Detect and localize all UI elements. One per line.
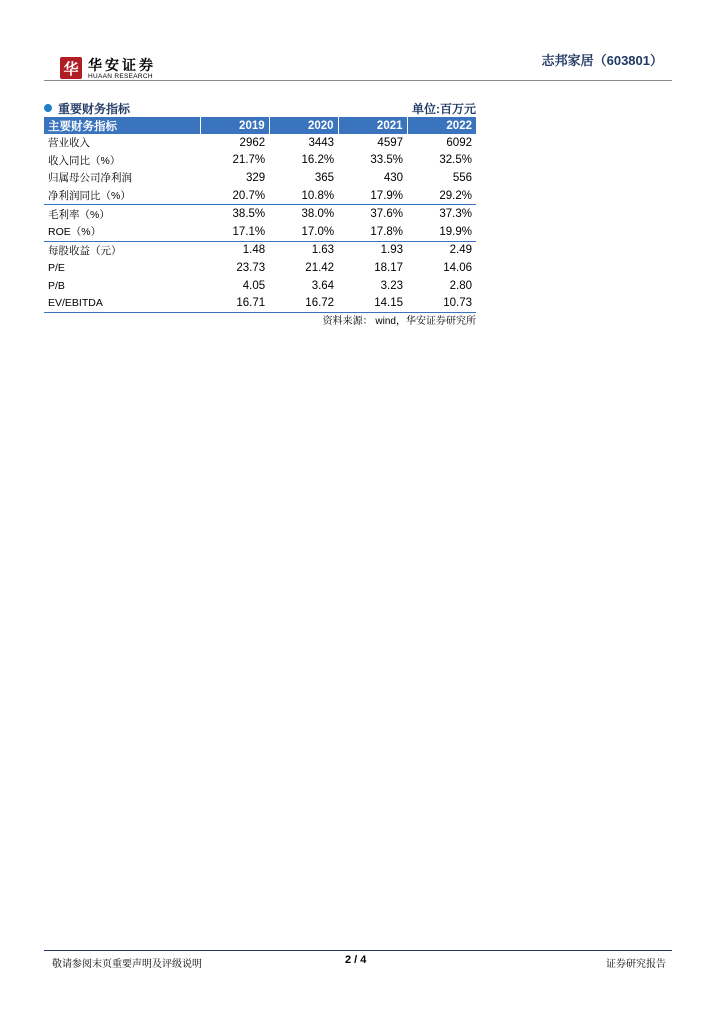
page-number: 2 / 4 (345, 954, 367, 966)
financial-metrics-table (44, 117, 476, 313)
row-label: 净利润同比（%） (44, 187, 200, 205)
table-cell: 16.72 (269, 294, 338, 312)
section-title: 重要财务指标 (58, 102, 131, 116)
table-row (44, 205, 476, 223)
table-cell: 556 (452, 171, 472, 184)
table-cell: 21.7% (232, 154, 266, 167)
row-label: ROE（%） (44, 223, 200, 241)
table-cell: 430 (383, 171, 404, 184)
table-cell: 21.42 (305, 261, 335, 274)
table-row (44, 134, 476, 152)
footer-report-type: 证券研究报告 (606, 959, 666, 970)
row-label: EV/EBITDA (44, 294, 200, 312)
table-cell: 32.5% (439, 154, 472, 167)
table-cell: 3.64 (311, 279, 335, 292)
table-cell: 37.3% (439, 208, 472, 221)
table-cell: 3.23 (380, 279, 404, 292)
table-header-row (44, 117, 476, 134)
header-divider (44, 80, 672, 81)
section-header (44, 100, 476, 116)
table-cell: 14.15 (338, 294, 407, 312)
column-header: 2019 (200, 117, 269, 134)
column-header: 2020 (269, 117, 338, 134)
table-cell: 365 (314, 171, 335, 184)
table-cell: 20.7% (200, 187, 269, 205)
table-cell: 4597 (377, 136, 404, 149)
table-cell: 2.80 (449, 279, 472, 292)
row-label: 归属母公司净利润 (48, 172, 132, 185)
table-cell: 1.63 (311, 244, 335, 257)
table-cell: 329 (245, 171, 266, 184)
table-row (44, 169, 476, 187)
table-row (44, 294, 476, 312)
table-cell: 17.9% (338, 187, 407, 205)
table-cell: 19.9% (407, 223, 476, 241)
table-cell: 16.2% (301, 154, 335, 167)
table-row (44, 241, 476, 259)
logo-seal-icon: 华 (60, 57, 82, 79)
table-row (44, 277, 476, 295)
table-source-note: 资料来源： wind，华安证券研究所 (322, 316, 476, 327)
row-label: P/B (48, 279, 65, 292)
logo-english-name: HUAAN RESEARCH (88, 73, 153, 80)
table-cell: 33.5% (370, 154, 404, 167)
table-cell: 18.17 (374, 261, 404, 274)
row-label: 收入同比（%） (48, 154, 121, 167)
column-header: 2022 (407, 117, 476, 134)
table-cell: 17.1% (200, 223, 269, 241)
table-cell: 10.73 (407, 294, 476, 312)
table-cell: 3443 (308, 136, 335, 149)
table-cell: 2.49 (449, 244, 472, 257)
row-label: 毛利率（%） (48, 208, 110, 221)
document-title: 志邦家居（603801） (541, 53, 663, 68)
table-cell: 16.71 (200, 294, 269, 312)
table-cell: 38.5% (232, 208, 266, 221)
bullet-icon (44, 104, 52, 112)
table-cell: 1.93 (380, 244, 404, 257)
table-row (44, 259, 476, 277)
table-cell: 2962 (239, 136, 266, 149)
table-cell: 14.06 (443, 261, 472, 274)
table-cell: 6092 (446, 136, 472, 149)
unit-label: 单位:百万元 (412, 102, 476, 116)
column-header: 2021 (338, 117, 407, 134)
table-cell: 37.6% (370, 208, 404, 221)
table-row (44, 187, 476, 205)
row-label: 每股收益（元） (48, 244, 122, 257)
table-row (44, 223, 476, 241)
table-cell: 10.8% (269, 187, 338, 205)
footer-divider (44, 950, 672, 951)
row-label: 营业收入 (48, 137, 90, 150)
footer-disclaimer: 敬请参阅末页重要声明及评级说明 (52, 959, 202, 970)
table-cell: 4.05 (242, 279, 266, 292)
table-cell: 17.0% (269, 223, 338, 241)
logo-chinese-name: 华安证券 (88, 58, 156, 74)
column-header: 主要财务指标 (44, 117, 200, 134)
table-cell: 1.48 (242, 244, 266, 257)
table-cell: 38.0% (301, 208, 335, 221)
table-row (44, 152, 476, 170)
table-cell: 29.2% (407, 187, 476, 205)
table-cell: 23.73 (236, 261, 266, 274)
table-cell: 17.8% (338, 223, 407, 241)
row-label: P/E (48, 261, 65, 274)
